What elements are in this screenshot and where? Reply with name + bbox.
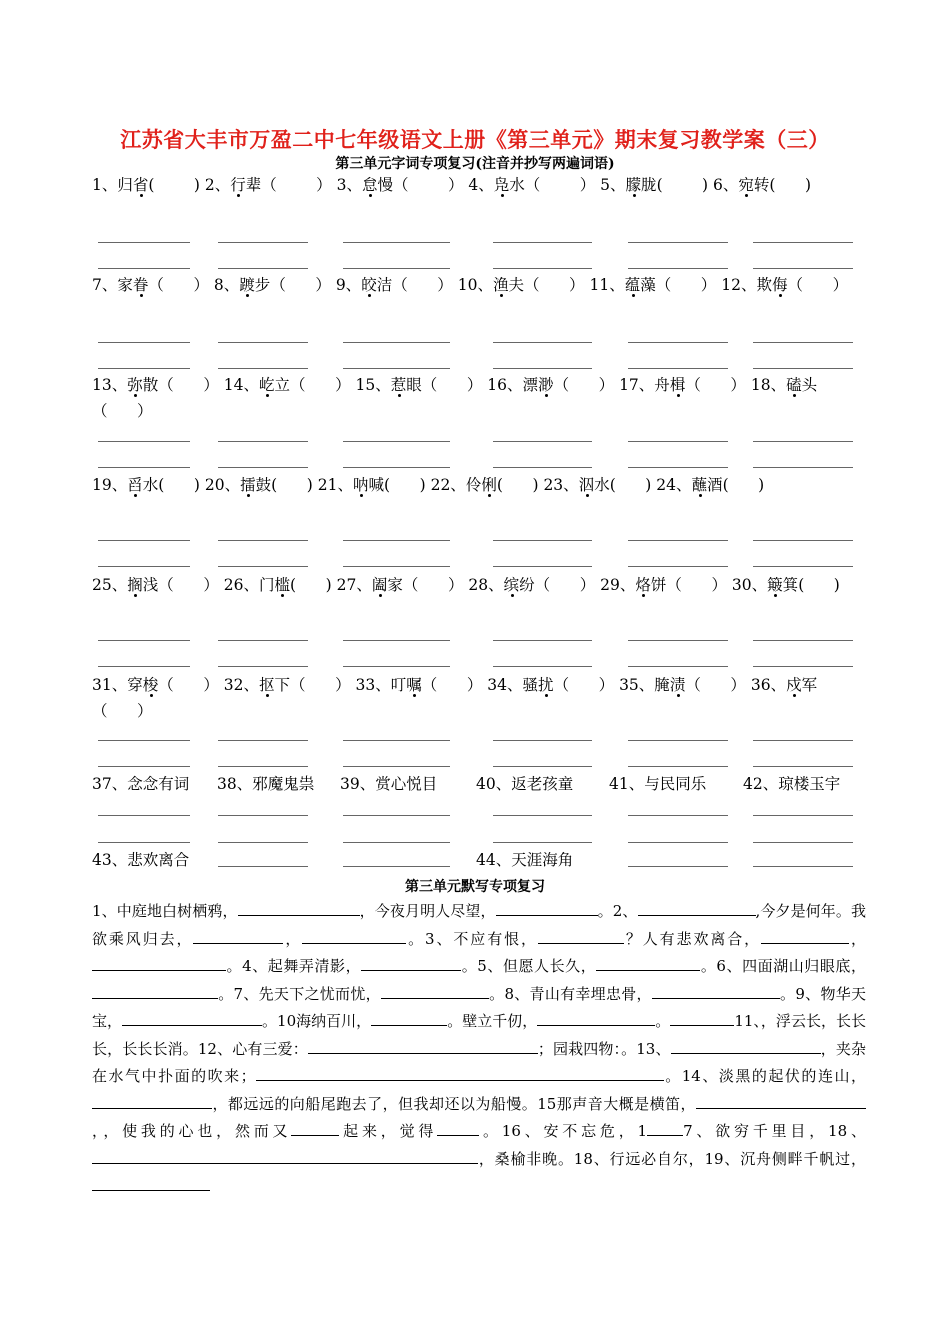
answer-line[interactable] <box>628 666 728 667</box>
answer-line[interactable] <box>218 740 308 741</box>
vocab-item: 1、归省( ) <box>92 176 200 194</box>
answer-line[interactable] <box>343 766 450 767</box>
dictation-text: 19、沉舟侧畔千帆过， <box>704 1149 866 1168</box>
fill-in-blank[interactable] <box>92 1174 210 1191</box>
answer-line[interactable] <box>493 540 592 541</box>
vocab-word: 行辈 <box>230 176 262 194</box>
answer-line[interactable] <box>493 342 592 343</box>
vocab-item: 19、舀水( ) <box>92 476 200 494</box>
dictation-text: 。7、先天下之忧而忧， <box>218 984 381 1003</box>
dictation-text: ， <box>283 929 303 948</box>
dictation-text: ， <box>92 1122 104 1140</box>
answer-line[interactable] <box>343 242 450 243</box>
answer-line[interactable] <box>343 866 450 867</box>
answer-line[interactable] <box>218 540 308 541</box>
vocab-section-title: 第三单元字词专项复习(注音并抄写两遍词语) <box>335 156 615 172</box>
fill-in-blank[interactable] <box>308 1037 538 1054</box>
dictation-text: 。 <box>700 957 717 975</box>
vocab-item: 12、欺侮（ ） <box>721 276 849 294</box>
vocab-item: 8、踱步（ ） <box>213 276 331 294</box>
answer-line[interactable] <box>628 766 728 767</box>
vocab-item: 30、簸箕( ) <box>731 576 840 594</box>
dictation-text: 起来，觉得 <box>339 1122 438 1140</box>
fill-in-blank[interactable] <box>361 954 461 971</box>
vocab-item: 21、呐喊( ) <box>317 476 426 494</box>
answer-line[interactable] <box>98 666 190 667</box>
vocab-word: 叮嘱 <box>390 676 422 694</box>
dictation-text: ，夹杂在水气中扑面的吹来； <box>92 1039 866 1085</box>
vocab-item: 16、漂渺（ ） <box>487 376 615 394</box>
idiom-item: 44、天涯海角 <box>476 851 574 869</box>
dictation-text: 。8、青山有幸埋忠骨， <box>488 984 652 1003</box>
vocab-item: 3、怠慢（ ） <box>336 176 464 194</box>
fill-in-blank[interactable] <box>538 927 624 944</box>
answer-line[interactable] <box>628 866 728 867</box>
vocab-word: 搁浅 <box>127 576 159 594</box>
dictation-text: 18、 <box>828 1122 866 1140</box>
vocab-item: 5、朦胧( ) <box>600 176 709 194</box>
answer-line[interactable] <box>343 441 450 442</box>
answer-line[interactable] <box>98 441 190 442</box>
vocab-section <box>92 172 867 869</box>
vocab-word: 烙饼 <box>635 576 667 594</box>
answer-line[interactable] <box>98 540 190 541</box>
vocab-item: 27、阖家（ ） <box>336 576 464 594</box>
vocab-word: 戍军 <box>786 676 818 694</box>
answer-line[interactable] <box>753 566 853 567</box>
idiom-item: 40、返老孩童 <box>476 775 574 793</box>
vocab-word: 缤纷 <box>503 576 535 594</box>
dictation-text: 。2、 <box>597 902 638 920</box>
vocab-word: 伶俐 <box>465 476 497 494</box>
vocab-item: 29、烙饼（ ） <box>600 576 727 594</box>
fill-in-blank[interactable] <box>193 927 283 944</box>
dictation-text: 。13、 <box>621 1039 671 1058</box>
fill-in-blank[interactable] <box>122 1009 262 1026</box>
answer-line[interactable] <box>628 268 728 269</box>
fill-in-blank[interactable] <box>537 1009 655 1026</box>
vocab-item: 26、门槛( ) <box>223 576 332 594</box>
dictation-text: ，然而又 <box>216 1122 292 1140</box>
vocab-word: 家眷 <box>117 276 149 294</box>
vocab-item: 4、凫水（ ） <box>468 176 596 194</box>
answer-line[interactable] <box>493 815 592 816</box>
vocab-row <box>92 272 867 372</box>
answer-line[interactable] <box>98 740 190 741</box>
fill-in-blank[interactable] <box>638 899 756 916</box>
vocab-word: 阖家 <box>371 576 403 594</box>
answer-line[interactable] <box>218 441 308 442</box>
answer-line[interactable] <box>493 640 592 641</box>
answer-line[interactable] <box>753 866 853 867</box>
answer-line[interactable] <box>628 342 728 343</box>
vocab-word: 欺侮 <box>756 276 788 294</box>
dictation-text: 1 <box>637 1122 648 1140</box>
answer-line[interactable] <box>218 242 308 243</box>
vocab-word: 皎洁 <box>361 276 393 294</box>
vocab-word: 朦胧 <box>625 176 657 194</box>
vocab-word: 舟楫 <box>654 376 686 394</box>
answer-line[interactable] <box>343 566 450 567</box>
vocab-item: 15、惹眼（ ） <box>355 376 483 394</box>
dictation-text: 。14、淡黑的起伏的连山， <box>663 1067 866 1085</box>
vocab-word: 骚扰 <box>522 676 554 694</box>
answer-line[interactable] <box>493 740 592 741</box>
vocab-item: 14、屹立（ ） <box>223 376 351 394</box>
vocab-word: 腌渍 <box>654 676 686 694</box>
vocab-word: 呐喊 <box>352 476 384 494</box>
vocab-word: 凫水 <box>493 176 525 194</box>
answer-line[interactable] <box>218 467 308 468</box>
idiom-item: 39、赏心悦目 <box>340 775 438 793</box>
answer-line[interactable] <box>628 441 728 442</box>
answer-line[interactable] <box>218 666 308 667</box>
vocab-word: 怠慢 <box>362 176 394 194</box>
fill-in-blank[interactable] <box>671 1037 821 1054</box>
vocab-word: 穿梭 <box>127 676 159 694</box>
dictation-text: 。5、但愿人长久， <box>461 957 597 975</box>
vocab-item: 7、家眷（ ） <box>92 276 209 294</box>
vocab-word: 宛转 <box>738 176 770 194</box>
answer-line[interactable] <box>218 866 308 867</box>
dictation-text: 1、中庭地白树栖鸦， <box>92 902 238 920</box>
fill-in-blank[interactable] <box>92 1092 212 1109</box>
vocab-item: 36、戍军（ ） <box>92 676 818 720</box>
answer-line[interactable] <box>493 441 592 442</box>
answer-line[interactable] <box>218 368 308 369</box>
answer-line[interactable] <box>753 242 853 243</box>
fill-in-blank[interactable] <box>291 1119 339 1136</box>
dictation-text: ，都远远的向船尾跑去了，但我却还以为船慢。15那声音大概是横笛， <box>212 1094 696 1113</box>
vocab-word: 蕴藻 <box>624 276 656 294</box>
dictation-text: 18、行远必自尔， <box>573 1149 705 1168</box>
answer-line[interactable] <box>753 467 853 468</box>
answer-line[interactable] <box>98 342 190 343</box>
answer-line[interactable] <box>753 268 853 269</box>
answer-line[interactable] <box>218 342 308 343</box>
fill-in-blank[interactable] <box>92 982 218 999</box>
vocab-item: 31、穿梭（ ） <box>92 676 219 694</box>
answer-line[interactable] <box>343 640 450 641</box>
answer-line[interactable] <box>343 815 450 816</box>
vocab-word: 踱步 <box>239 276 271 294</box>
answer-line[interactable] <box>218 766 308 767</box>
dictation-section <box>92 898 866 1201</box>
answer-line[interactable] <box>343 342 450 343</box>
idiom-item: 38、邪魔鬼祟 <box>217 775 315 793</box>
answer-line[interactable] <box>753 740 853 741</box>
idiom-item: 43、悲欢离合 <box>92 851 190 869</box>
vocab-item: 28、缤纷（ ） <box>468 576 596 594</box>
vocab-item: 2、行辈（ ） <box>204 176 332 194</box>
vocab-item: 6、宛转( ) <box>713 176 812 194</box>
vocab-item: 23、泅水( ) <box>543 476 652 494</box>
answer-line[interactable] <box>98 842 190 843</box>
dictation-text: ，浮云长，长长长，长长长消。12、心有三爱： <box>92 1012 866 1058</box>
vocab-word: 舀水 <box>127 476 159 494</box>
vocab-row <box>92 472 867 572</box>
answer-line[interactable] <box>493 368 592 369</box>
answer-line[interactable] <box>753 640 853 641</box>
answer-line[interactable] <box>343 540 450 541</box>
fill-in-blank[interactable] <box>437 1119 479 1136</box>
answer-line[interactable] <box>753 766 853 767</box>
vocab-word: 擂鼓 <box>240 476 272 494</box>
dictation-section-title: 第三单元默写专项复习 <box>405 879 545 895</box>
answer-line[interactable] <box>218 842 308 843</box>
dictation-text: 11、 <box>734 1012 761 1030</box>
vocab-item: 34、骚扰（ ） <box>487 676 615 694</box>
answer-line[interactable] <box>628 566 728 567</box>
answer-line[interactable] <box>98 242 190 243</box>
answer-line[interactable] <box>628 467 728 468</box>
vocab-word: 屹立 <box>259 376 291 394</box>
answer-line[interactable] <box>753 342 853 343</box>
fill-in-blank[interactable] <box>596 954 700 971</box>
vocab-word: 漂渺 <box>522 376 554 394</box>
dictation-text: 。10海纳百川， <box>262 1012 372 1030</box>
vocab-item: 32、抠下（ ） <box>223 676 351 694</box>
vocab-row <box>92 672 867 772</box>
answer-line[interactable] <box>493 467 592 468</box>
vocab-word: 门槛 <box>259 576 291 594</box>
answer-line[interactable] <box>98 766 190 767</box>
answer-line[interactable] <box>343 842 450 843</box>
vocab-item: 9、皎洁（ ） <box>335 276 453 294</box>
dictation-text: ，今夜月明人尽望， <box>359 902 496 920</box>
vocab-row <box>92 372 867 472</box>
answer-line[interactable] <box>343 268 450 269</box>
fill-in-blank[interactable] <box>238 899 360 916</box>
fill-in-blank[interactable] <box>381 982 489 999</box>
answer-line[interactable] <box>753 842 853 843</box>
fill-in-blank[interactable] <box>761 927 849 944</box>
vocab-item: 11、蕴藻（ ） <box>589 276 717 294</box>
vocab-item: 13、弥散（ ） <box>92 376 219 394</box>
dictation-text: 。3、不应有恨， <box>406 929 538 948</box>
answer-line[interactable] <box>628 640 728 641</box>
answer-line[interactable] <box>98 368 190 369</box>
idiom-item: 37、念念有词 <box>92 775 190 793</box>
fill-in-blank[interactable] <box>670 1009 734 1026</box>
vocab-row <box>92 172 867 272</box>
fill-in-blank[interactable] <box>652 982 780 999</box>
answer-line[interactable] <box>493 566 592 567</box>
answer-line[interactable] <box>98 467 190 468</box>
answer-line[interactable] <box>218 815 308 816</box>
vocab-item: 24、蘸酒( ) <box>656 476 765 494</box>
fill-in-blank[interactable] <box>647 1119 683 1136</box>
fill-in-blank[interactable] <box>256 1064 664 1081</box>
answer-line[interactable] <box>98 268 190 269</box>
answer-line[interactable] <box>628 368 728 369</box>
answer-line[interactable] <box>98 640 190 641</box>
vocab-item: 25、搁浅（ ） <box>92 576 219 594</box>
fill-in-blank[interactable] <box>371 1009 447 1026</box>
answer-line[interactable] <box>218 268 308 269</box>
answer-line[interactable] <box>218 640 308 641</box>
answer-line[interactable] <box>493 766 592 767</box>
answer-line[interactable] <box>753 815 853 816</box>
idiom-item: 41、与民同乐 <box>609 775 707 793</box>
answer-line[interactable] <box>628 815 728 816</box>
fill-in-blank[interactable] <box>496 899 598 916</box>
dictation-text: 。 <box>655 1012 671 1030</box>
answer-line[interactable] <box>98 815 190 816</box>
dictation-text: ，桑榆非晚。 <box>478 1149 574 1168</box>
vocab-item: 10、渔夫（ ） <box>457 276 585 294</box>
idiom-item: 42、琼楼玉宇 <box>743 775 841 793</box>
answer-line[interactable] <box>343 368 450 369</box>
answer-line[interactable] <box>493 242 592 243</box>
answer-line[interactable] <box>98 566 190 567</box>
dictation-text: ，使我的心也 <box>103 1122 217 1140</box>
vocab-word: 磕头 <box>786 376 818 394</box>
vocab-word: 蘸酒 <box>691 476 723 494</box>
dictation-text: 。4、起舞弄清影， <box>226 957 362 975</box>
answer-line[interactable] <box>343 666 450 667</box>
answer-line[interactable] <box>753 540 853 541</box>
answer-line[interactable] <box>343 740 450 741</box>
answer-line[interactable] <box>753 441 853 442</box>
answer-line[interactable] <box>628 242 728 243</box>
vocab-item: 20、擂鼓( ) <box>204 476 313 494</box>
answer-line[interactable] <box>218 566 308 567</box>
answer-line[interactable] <box>753 368 853 369</box>
answer-line[interactable] <box>493 268 592 269</box>
vocab-item: 33、叮嘱（ ） <box>355 676 483 694</box>
vocab-item: 17、舟楫（ ） <box>619 376 746 394</box>
answer-line[interactable] <box>493 842 592 843</box>
fill-in-blank[interactable] <box>92 1147 478 1164</box>
vocab-word: 簸箕 <box>767 576 799 594</box>
vocab-word: 渔夫 <box>492 276 524 294</box>
answer-line[interactable] <box>628 740 728 741</box>
dictation-text: ？人有悲欢离合， <box>623 929 762 948</box>
dictation-text: 7、欲穷千里目， <box>683 1122 829 1140</box>
dictation-text: 。16、安不忘危， <box>479 1122 638 1140</box>
answer-line[interactable] <box>628 842 728 843</box>
dictation-text: ， <box>849 929 866 948</box>
answer-line[interactable] <box>753 666 853 667</box>
fill-in-blank[interactable] <box>696 1092 866 1109</box>
vocab-word: 惹眼 <box>390 376 422 394</box>
answer-line[interactable] <box>628 540 728 541</box>
dictation-text: ,今夕是何年。我欲乘风归去， <box>92 902 867 948</box>
vocab-item: 35、腌渍（ ） <box>619 676 746 694</box>
vocab-item: 18、磕头（ ） <box>92 376 818 420</box>
vocab-word: 抠下 <box>259 676 291 694</box>
dictation-text: 。9、物华天宝， <box>92 984 866 1030</box>
vocab-word: 归省 <box>117 176 149 194</box>
fill-in-blank[interactable] <box>92 954 226 971</box>
answer-line[interactable] <box>493 666 592 667</box>
page-title: 江苏省大丰市万盈二中七年级语文上册《第三单元》期末复习教学案（三） <box>120 127 830 152</box>
answer-line[interactable] <box>343 467 450 468</box>
dictation-text: 6、四面湖山归眼底， <box>716 957 866 975</box>
vocab-row <box>92 572 867 672</box>
vocab-item: 22、伶俐( ) <box>430 476 539 494</box>
dictation-text: 。壁立千仞， <box>447 1012 538 1030</box>
vocab-word: 泅水 <box>578 476 610 494</box>
fill-in-blank[interactable] <box>302 927 406 944</box>
vocab-word: 弥散 <box>127 376 159 394</box>
dictation-text: ；园栽四物： <box>537 1039 622 1058</box>
